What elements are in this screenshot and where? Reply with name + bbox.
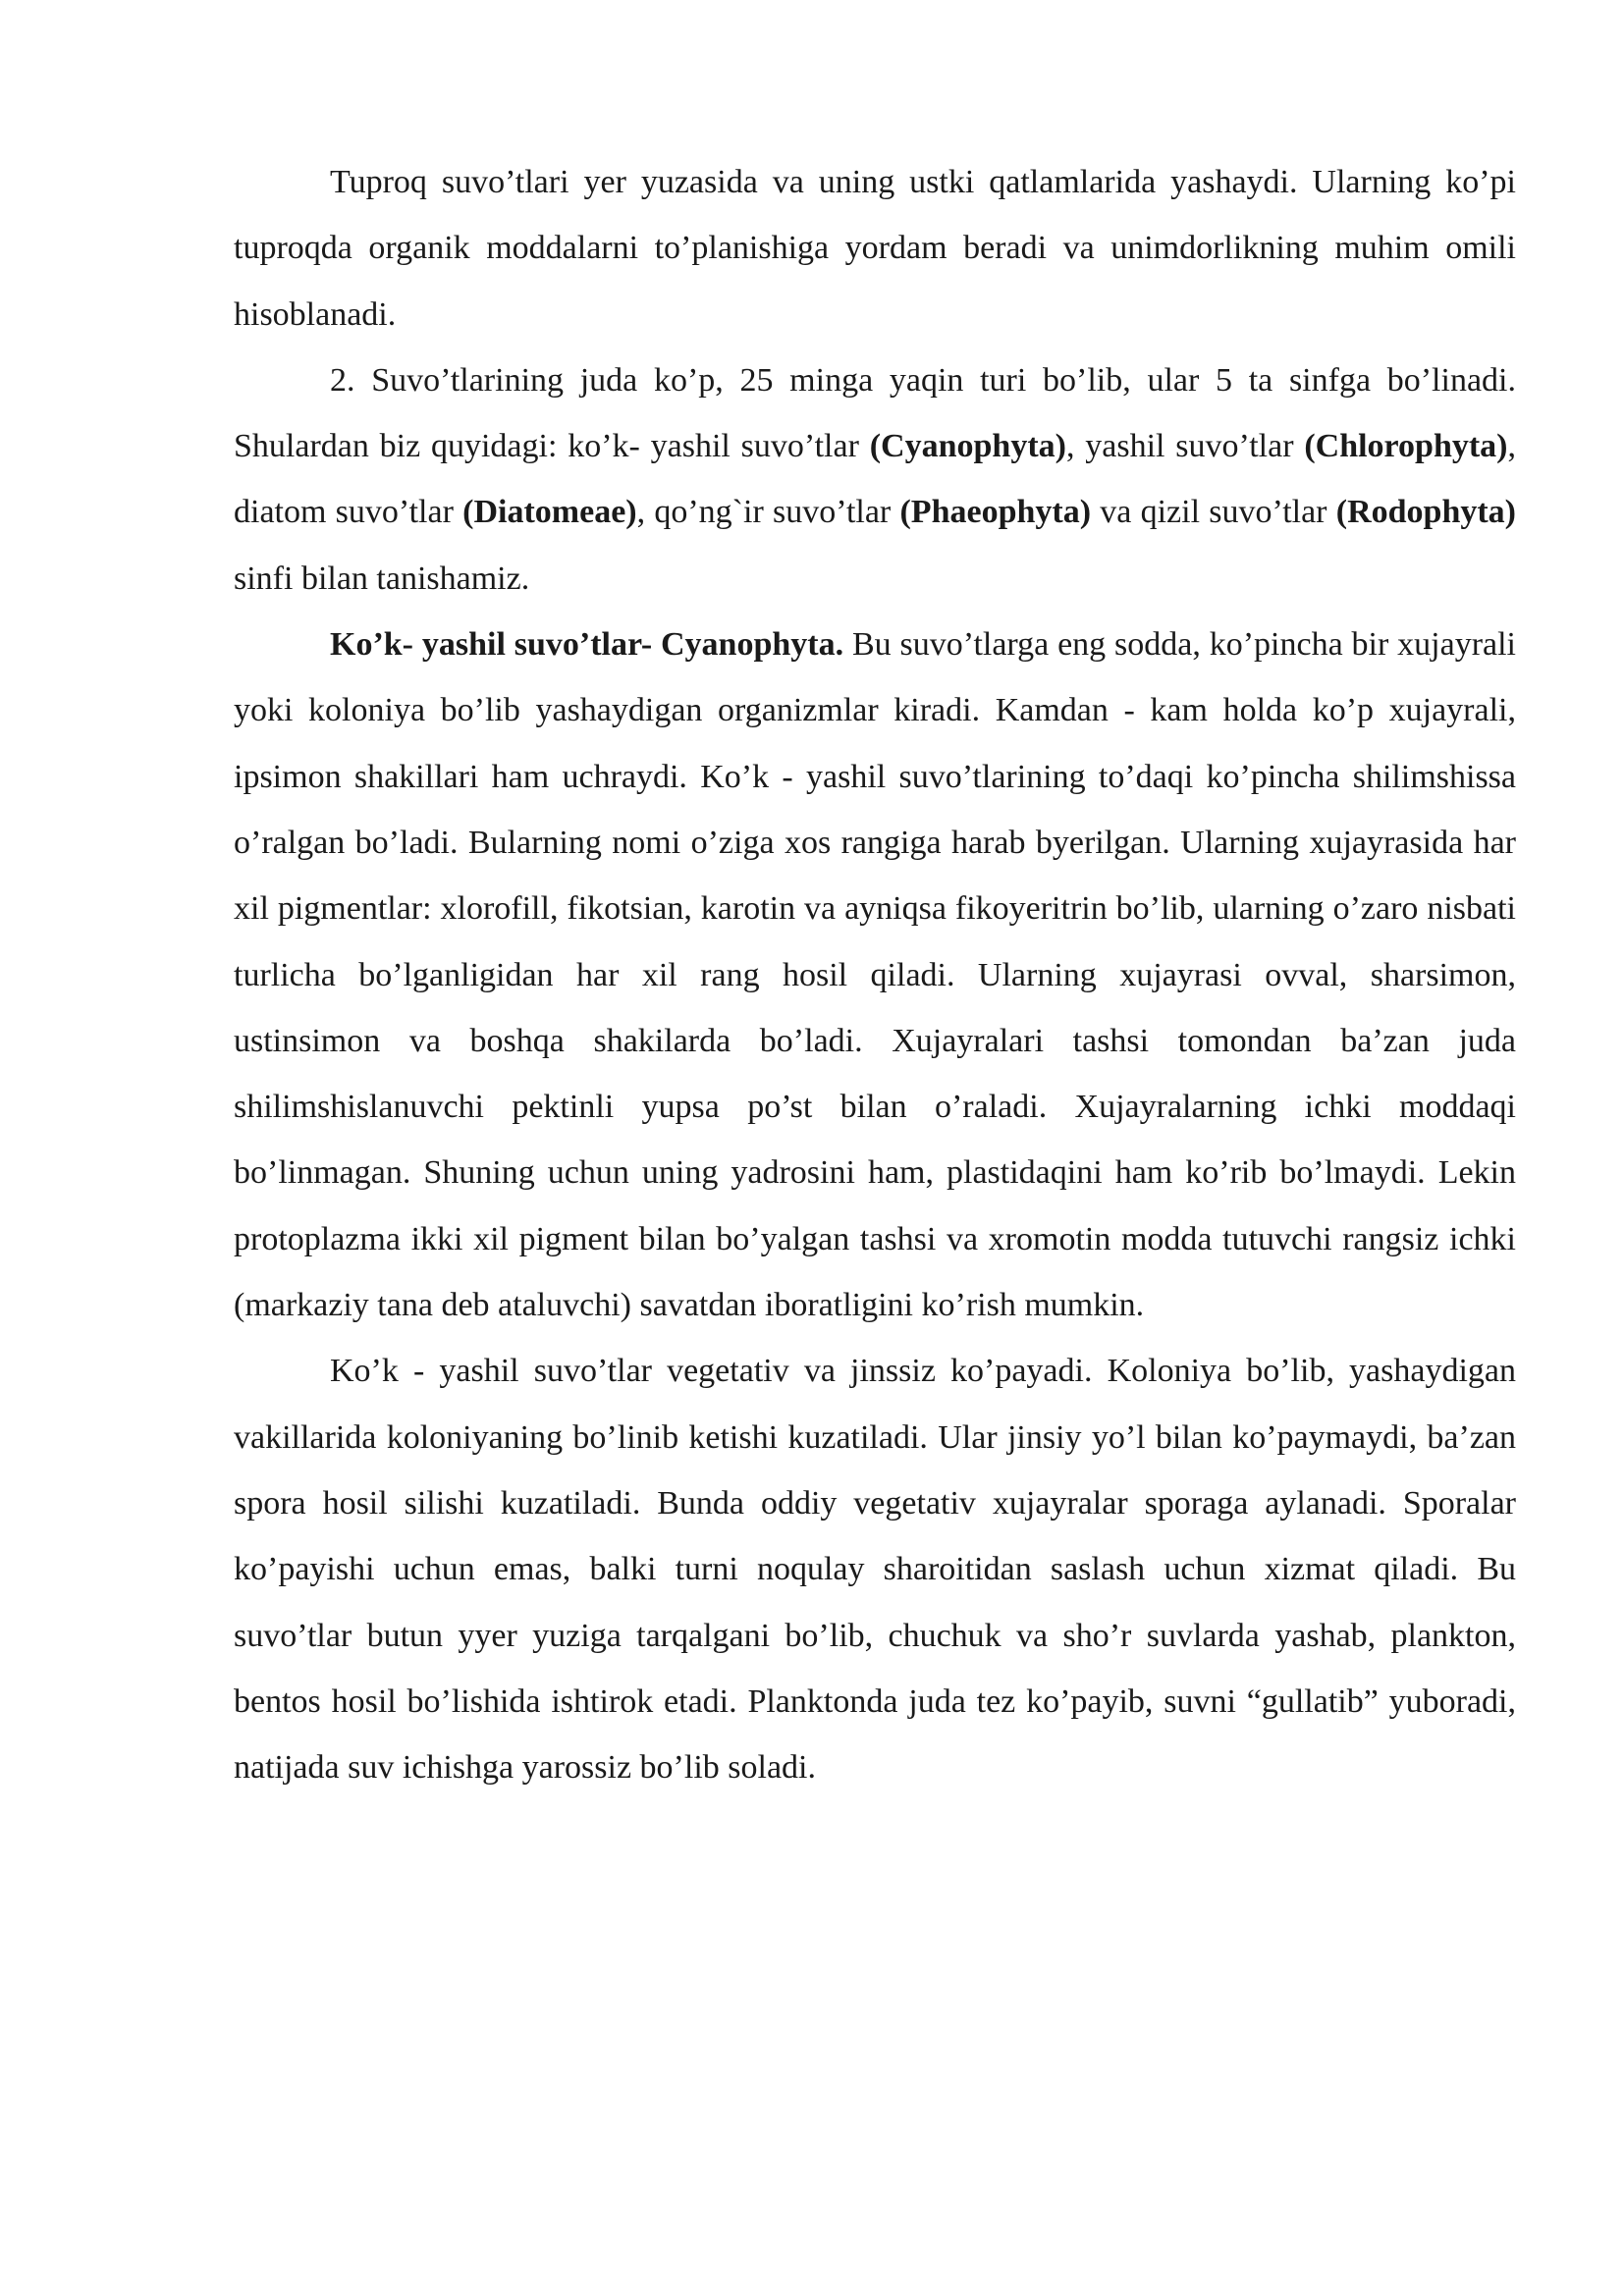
text-run: , diatom suvo’tlar [234,428,1516,531]
document-page [234,149,1516,1800]
term-phaeophyta: (Phaeophyta) [899,494,1092,531]
text-run: 2. Suvo’tlarining juda ko’p, 25 minga yaqin turi bo’lib, ular 5 ta sinfga bo’linadi. Shulardan biz quyidagi: ko’k- yashil suvo’tlar [234,361,1516,465]
text-run: , qo’ng`ir suvo’tlar [636,494,900,531]
section-heading-cyanophyta: Ko’k- yashil suvo’tlar- Cyanophyta. [330,626,844,664]
text-run: Bu suvo’tlarga eng sodda, ko’pincha bir xujayrali yoki koloniya bo’lib yashaydigan organizmlar kiradi. Kamdan - kam holda ko’p xujayrali, ipsimon shakillari ham uchraydi. Ko’k - yashil suvo’tlarining to’daqi ko’pincha shilimshissa o’ralgan bo’ladi. Bularning nomi o’ziga xos rangiga harab byerilgan. Ularning xujayrasida har xil pigmentlar: xlorofill, fikotsian, karotin va ayniqsa fikoyeritrin bo’lib, ularning o’zaro nisbati turlicha bo’lganligidan har xil rang hosil qiladi. Ularning xujayrasi ovval, sharsimon, ustinsimon va boshqa shakilarda bo’ladi. Xujayralari tashsi tomondan ba’zan juda shilimshislanuvchi pektinli yupsa po’st bilan o’raladi. Xujayralarning ichki moddaqi bo’linmagan. Shuning uchun uning yadrosini ham, plastidaqini ham ko’rib bo’lmaydi. Lekin protoplazma ikki xil pigment bilan bo’yalgan tashsi va xromotin modda tutuvchi rangsiz ichki (markaziy tana deb ataluvchi) savatdan iboratligini ko’rish mumkin. [234,626,1516,1324]
paragraph-soil-algae: Tuproq suvo’tlari yer yuzasida va uning ustki qatlamlarida yashaydi. Ularning ko’pi tuproqda organik moddalarni to’planishiga yordam beradi va unimdorlikning muhim omili hisoblanadi. [234,164,1516,333]
paragraph-reproduction: Ko’k - yashil suvo’tlar vegetativ va jinssiz ko’payadi. Koloniya bo’lib, yashaydigan vakillarida koloniyaning bo’linib ketishi kuzatiladi. Ular jinsiy yo’l bilan ko’paymaydi, ba’zan spora hosil silishi kuzatiladi. Bunda oddiy vegetativ xujayralar sporaga aylanadi. Sporalar ko’payishi uchun emas, balki turni noqulay sharoitidan saslash uchun xizmat qiladi. Bu suvo’tlar butun yyer yuziga tarqalgani bo’lib, chuchuk va sho’r suvlarda yashab, plankton, bentos hosil bo’lishida ishtirok etadi. Planktonda juda tez ko’payib, suvni “gullatib” yuboradi, natijada suv ichishga yarossiz bo’lib soladi. [234,1353,1516,1787]
paragraph-cyanophyta [234,612,1516,1338]
term-diatomeae: (Diatomeae) [462,494,637,531]
text-run: va qizil suvo’tlar [1091,494,1336,531]
term-chlorophyta: (Chlorophyta) [1304,428,1508,465]
term-rodophyta: (Rodophyta) [1335,494,1516,531]
term-cyanophyta: (Cyanophyta) [869,428,1066,465]
text-run: , yashil suvo’tlar [1065,428,1305,465]
paragraph-algae-classes [234,347,1516,612]
text-run: sinfi bilan tanishamiz. [234,560,530,597]
